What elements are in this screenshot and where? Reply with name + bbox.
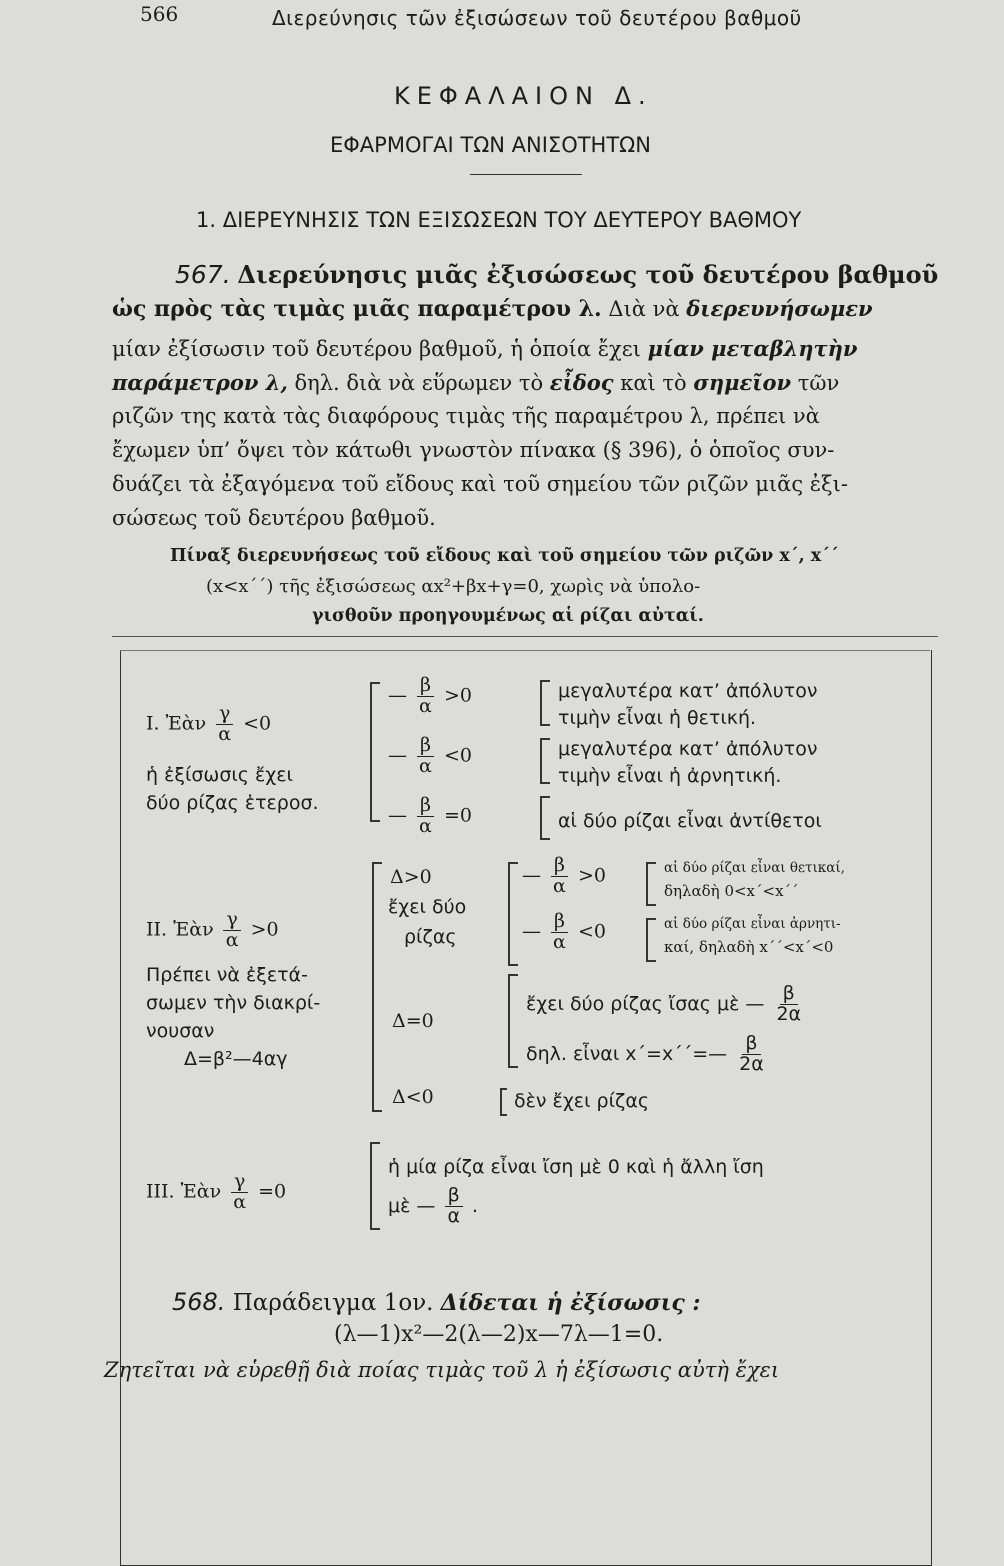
- para-568-equation: (λ—1)x²—2(λ—2)x—7λ—1=0.: [334, 1322, 664, 1347]
- para-568-question: Ζητεῖται νὰ εὑρεθῇ διὰ ποίας τιμὰς τοῦ λ ἡ ἐξίσωσις αὐτὴ ἔχει: [104, 1358, 780, 1382]
- frac-num: β: [417, 796, 434, 817]
- para-567-emph: εἶδος: [549, 370, 614, 395]
- res-b-brace: [540, 738, 550, 784]
- case-2-d-pos-t1: ἔχει δύο: [388, 896, 467, 918]
- table-caption-2: (x<x΄΄) τῆς ἐξισώσεως αx²+βx+γ=0, χωρὶς νὰ ὑπολο-: [206, 576, 701, 597]
- case-2-discriminant: Δ=β²—4αγ: [184, 1048, 288, 1070]
- para-567-line-7: δυάζει τὰ ἐξαγόμενα τοῦ εἴδους καὶ τοῦ σημείου τῶν ριζῶν μιᾶς ἐξι-: [112, 472, 848, 496]
- case-2-pos-a-res-1: αἱ δύο ρίζαι εἶναι θετικαί,: [664, 860, 845, 876]
- case-1-label: I. Ἐὰν: [146, 712, 207, 735]
- para-567-emph: διερευνήσωμεν: [686, 296, 873, 321]
- frac-den: α: [419, 754, 432, 777]
- para-567-line-1: [175, 260, 938, 289]
- d-neg-brace: [500, 1088, 507, 1116]
- case-2-pos-a: [522, 856, 606, 897]
- case-2-relation: >0: [250, 918, 279, 941]
- case-2-pos-b: [522, 912, 606, 953]
- pos-b-fraction: [550, 912, 569, 953]
- case-3-condition: [146, 1172, 286, 1213]
- frac-num: β: [780, 984, 798, 1005]
- cond-a-relation: >0: [443, 684, 472, 707]
- para-567-emph: σημεῖον: [693, 370, 792, 395]
- case-1-res-a-1: μεγαλυτέρα κατ’ ἀπόλυτον: [558, 680, 818, 702]
- res-c-brace: [540, 796, 550, 840]
- para-567-emph: μίαν μεταβλητὴν: [647, 336, 858, 361]
- section-title: 1. ΔΙΕΡΕΥΝΗΣΙΣ ΤΩΝ ΕΞΙΣΩΣΕΩΝ ΤΟΥ ΔΕΥΤΕΡΟΥ ΒΑΘΜΟΥ: [196, 208, 802, 232]
- case-2-d-pos: Δ>0: [390, 866, 432, 888]
- frac-num: γ: [223, 910, 240, 931]
- cond-c-fraction: [416, 796, 435, 837]
- chapter-title: ΕΦΑΡΜΟΓΑΙ ΤΩΝ ΑΝΙΣΟΤΗΤΩΝ: [330, 133, 651, 157]
- case-1-condition: [146, 704, 271, 745]
- case-1-cond-a: [388, 676, 472, 717]
- frac-den: α: [553, 930, 566, 953]
- frac-den: α: [218, 722, 232, 745]
- cond-b-relation: <0: [443, 744, 472, 767]
- frac-den: α: [419, 694, 432, 717]
- case-3-res-end: .: [472, 1194, 479, 1217]
- case-1-res-a-2: τιμὴν εἶναι ἡ θετική.: [558, 707, 757, 729]
- case-2-brace: [372, 862, 382, 1112]
- frac-num: γ: [231, 1172, 248, 1193]
- frac-num: β: [551, 912, 568, 933]
- frac-den: α: [233, 1190, 247, 1213]
- case-1-cond-c: [388, 796, 472, 837]
- minus-sign: —: [522, 864, 541, 887]
- table-top-rule: [112, 636, 938, 637]
- zero-fraction-1: [773, 984, 804, 1025]
- table-caption-3: γισθοῦν προηγουμένως αἱ ρίζαι αὐταί.: [312, 606, 704, 626]
- para-568-number: 568.: [172, 1288, 226, 1316]
- case-1-text-2: δύο ρίζας ἑτεροσ.: [146, 792, 319, 814]
- para-567-heading-2: ὡς πρὸς τὰς τιμὰς μιᾶς παραμέτρου λ.: [112, 296, 602, 322]
- para-567-text: μίαν ἐξίσωσιν τοῦ δευτέρου βαθμοῦ, ἡ ὁποία ἔχει: [112, 337, 641, 361]
- frac-num: β: [742, 1034, 760, 1055]
- case-3-fraction: [230, 1172, 249, 1213]
- pos-b-res-brace: [646, 918, 656, 962]
- case-2-zero-2: [526, 1034, 770, 1075]
- res-a-brace: [540, 680, 550, 726]
- frac-num: β: [551, 856, 568, 877]
- case-1-cond-b: [388, 736, 472, 777]
- page-number: 566: [140, 2, 179, 26]
- pos-a-fraction: [550, 856, 569, 897]
- frac-den: 2α: [739, 1052, 764, 1075]
- para-567-emph: παράμετρον λ,: [112, 370, 288, 395]
- para-567-text: Διὰ νὰ: [608, 297, 680, 321]
- case-3-brace: [370, 1142, 380, 1230]
- running-title: Διερεύνησις τῶν ἐξισώσεων τοῦ δευτέρου βαθμοῦ: [272, 6, 802, 30]
- frac-num: β: [445, 1186, 463, 1207]
- case-2-d-pos-t2: ρίζας: [404, 926, 457, 948]
- case-2-neg-res: δὲν ἔχει ρίζας: [514, 1090, 650, 1112]
- case-3-res-1: ἡ μία ρίζα εἶναι ἴση μὲ 0 καὶ ἡ ἄλλη ἴση: [388, 1156, 764, 1178]
- table-caption-1: Πίναξ διερευνήσεως τοῦ εἴδους καὶ τοῦ σημείου τῶν ριζῶν x΄, x΄΄: [170, 546, 839, 566]
- case-3-label: III. Ἐὰν: [146, 1180, 222, 1203]
- pos-a-relation: >0: [577, 864, 606, 887]
- case-1-res-c: αἱ δύο ρίζαι εἶναι ἀντίθετοι: [558, 810, 822, 832]
- case-3-res-2: [388, 1186, 478, 1227]
- case-2-fraction: [223, 910, 242, 951]
- case-2-text-2: σωμεν τὴν διακρί-: [146, 992, 321, 1014]
- frac-num: β: [417, 736, 434, 757]
- case-2-label: II. Ἐὰν: [146, 918, 214, 941]
- case-2-zero-1: [526, 984, 807, 1025]
- case-1-relation: <0: [243, 712, 272, 735]
- para-568-title: Παράδειγμα 1ον.: [232, 1290, 434, 1316]
- cond-a-fraction: [416, 676, 435, 717]
- case-1-brace: [370, 682, 380, 822]
- case-2-text-1: Πρέπει νὰ ἐξετά-: [146, 964, 308, 986]
- case-1-res-b-2: τιμὴν εἶναι ἡ ἀρνητική.: [558, 765, 782, 787]
- pos-b-relation: <0: [577, 920, 606, 943]
- case-1-fraction: [215, 704, 234, 745]
- frac-den: α: [225, 928, 239, 951]
- para-567-line-4: [112, 370, 839, 395]
- para-567-text: καὶ τὸ: [620, 371, 687, 395]
- para-567-line-3: [112, 336, 858, 361]
- case-2-d-neg: Δ<0: [392, 1086, 434, 1108]
- minus-sign: —: [388, 804, 407, 827]
- case-2-condition: [146, 910, 279, 951]
- frac-num: β: [417, 676, 434, 697]
- zero-text-1: ἔχει δύο ρίζας ἴσας μὲ —: [526, 992, 765, 1015]
- cond-b-fraction: [416, 736, 435, 777]
- case-2-pos-a-res-2: δηλαδὴ 0<x΄<x΄΄: [664, 882, 799, 900]
- minus-sign: —: [388, 684, 407, 707]
- para-567-number: 567.: [175, 260, 231, 289]
- zero-text-2: δηλ. εἶναι x΄=x΄΄=—: [526, 1042, 728, 1065]
- frac-den: α: [447, 1204, 460, 1227]
- para-567-line-2: [112, 296, 873, 322]
- para-567-heading-1: Διερεύνησις μιᾶς ἐξισώσεως τοῦ δευτέρου βαθμοῦ: [237, 260, 939, 289]
- zero-fraction-2: [736, 1034, 767, 1075]
- chapter-label: ΚΕΦΑΛΑΙΟΝ Δ.: [394, 82, 653, 110]
- case-3-relation: =0: [258, 1180, 287, 1203]
- case-3-res-fraction: [444, 1186, 463, 1227]
- frac-den: α: [419, 814, 432, 837]
- table-frame-top: [120, 650, 930, 651]
- frac-den: 2α: [776, 1002, 802, 1025]
- cond-c-relation: =0: [443, 804, 472, 827]
- para-568-given: Δίδεται ἡ ἐξίσωσις :: [440, 1290, 701, 1316]
- para-567-line-8: σώσεως τοῦ δευτέρου βαθμοῦ.: [112, 506, 436, 530]
- para-567-line-6: ἔχωμεν ὑπ’ ὄψει τὸν κάτωθι γνωστὸν πίνακα (§ 396), ὁ ὁποῖος συν-: [112, 438, 835, 462]
- case-2-pos-b-res-1: αἱ δύο ρίζαι εἶναι ἀρνητι-: [664, 916, 841, 932]
- para-567-text: τῶν: [797, 371, 840, 395]
- minus-sign: —: [522, 920, 541, 943]
- case-1-res-b-1: μεγαλυτέρα κατ’ ἀπόλυτον: [558, 738, 818, 760]
- para-568-line-1: [172, 1288, 701, 1316]
- chapter-rule: [470, 174, 582, 175]
- case-2-pos-b-res-2: καί, δηλαδὴ x΄΄<x΄<0: [664, 938, 834, 956]
- d-zero-brace: [508, 974, 518, 1068]
- para-567-line-5: ριζῶν της κατὰ τὰς διαφόρους τιμὰς τῆς παραμέτρου λ, πρέπει νὰ: [112, 404, 820, 428]
- case-1-text-1: ἡ ἐξίσωσις ἔχει: [146, 764, 293, 786]
- minus-sign: —: [388, 744, 407, 767]
- para-567-text: δηλ. διὰ νὰ εὕρωμεν τὸ: [294, 371, 544, 395]
- case-2-d-zero: Δ=0: [392, 1010, 434, 1032]
- case-3-res-text: μὲ —: [388, 1194, 436, 1217]
- pos-a-res-brace: [646, 862, 656, 906]
- d-pos-brace: [508, 862, 518, 966]
- frac-num: γ: [216, 704, 233, 725]
- case-2-text-3: νουσαν: [146, 1020, 215, 1042]
- frac-den: α: [553, 874, 566, 897]
